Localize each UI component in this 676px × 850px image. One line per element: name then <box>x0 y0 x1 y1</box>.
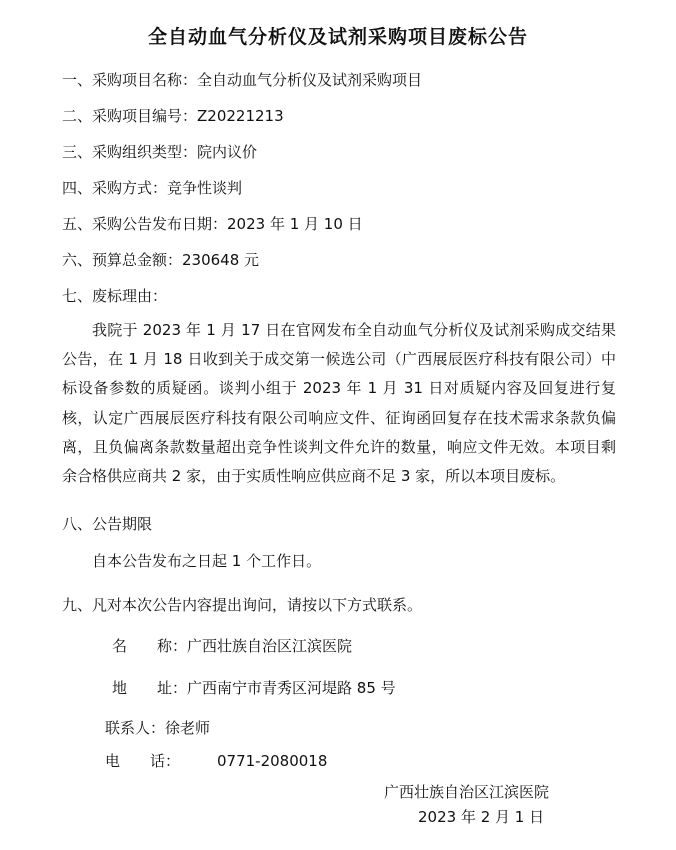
signature-date: 2023 年 2 月 1 日 <box>418 808 545 826</box>
contact-address-row <box>112 677 396 698</box>
org-type-line: 三、采购组织类型：院内议价 <box>62 143 258 161</box>
contact-phone-label: 电 话： <box>105 752 181 770</box>
page-title: 全自动血气分析仪及试剂采购项目废标公告 <box>147 26 528 48</box>
contact-name-value: 广西壮族自治区江滨医院 <box>187 637 353 655</box>
signature-org: 广西壮族自治区江滨医院 <box>384 783 550 801</box>
contact-phone-row <box>105 750 327 771</box>
contact-person-row <box>105 717 210 738</box>
period-heading: 八、公告期限 <box>62 515 153 533</box>
publish-date-line: 五、采购公告发布日期：2023 年 1 月 10 日 <box>62 215 363 233</box>
contact-name-label: 名 称： <box>112 637 188 655</box>
reason-heading: 七、废标理由： <box>62 287 168 305</box>
contact-phone-value: 0771-2080018 <box>217 752 328 770</box>
period-text: 自本公告发布之日起 1 个工作日。 <box>92 552 322 570</box>
budget-line: 六、预算总金额：230648 元 <box>62 251 260 269</box>
contact-person-value: 徐老师 <box>165 719 211 737</box>
project-name-line: 一、采购项目名称：全自动血气分析仪及试剂采购项目 <box>62 71 423 89</box>
reason-paragraph: 我院于 2023 年 1 月 17 日在官网发布全自动血气分析仪及试剂采购成交结果公告，在 1 月 18 日收到关于成交第一候选公司（广西展辰医疗科技有限公司）中标设备参数的质疑函。谈判小组于 2023 年 1 月 31 日对质疑内容及回复进行复核，认定广西展辰医疗科技有限公司响应文件、征询函回复存在技术需求条款负偏离，且负偏离条款数量超出竞争性谈判文件允许的数量，响应文件无效。本项目剩余合格供应商共 2 家，由于实质性响应供应商不足 3 家，所以本项目废标。 <box>62 321 616 486</box>
contact-address-label: 地 址： <box>112 679 188 697</box>
inquiry-heading: 九、凡对本次公告内容提出询问，请按以下方式联系。 <box>62 596 423 614</box>
project-number-line: 二、采购项目编号：Z20221213 <box>62 107 284 125</box>
procurement-method-line: 四、采购方式：竞争性谈判 <box>62 179 243 197</box>
contact-name-row <box>112 635 352 656</box>
contact-address-value: 广西南宁市青秀区河堤路 85 号 <box>187 679 396 697</box>
contact-person-label: 联系人： <box>105 719 166 737</box>
